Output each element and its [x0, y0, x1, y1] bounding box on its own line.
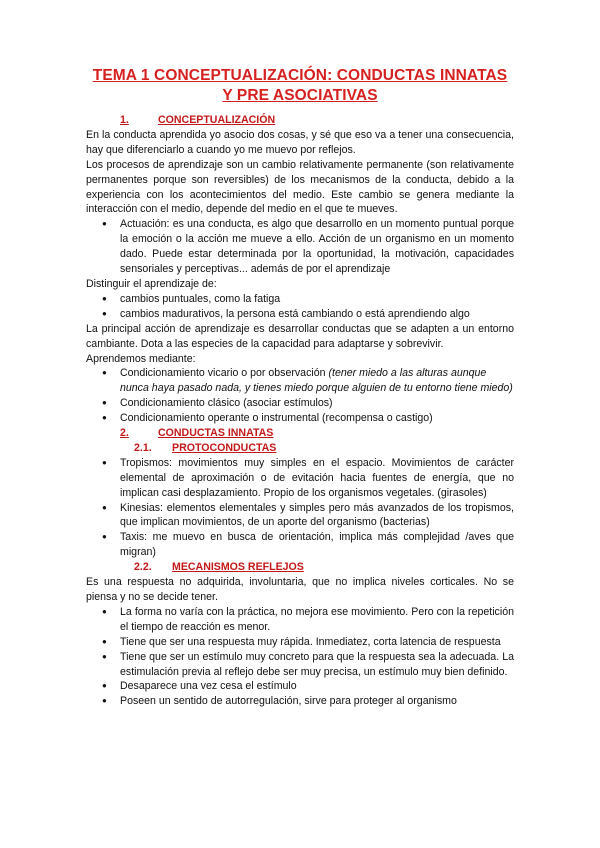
list-item: ● Tropismos: movimientos muy simples en el espacio. Movimientos de carácter elemental de aproximación o de evitación hacia fuentes de energía, que no implican casi desplazamiento. Propio de los organismos vegetales. (girasoles)	[86, 456, 514, 501]
paragraph-principal-accion: La principal acción de aprendizaje es desarrollar conductas que se adapten a un entorno cambiante. Dota a las especies de la capacidad para adaptarse y sobrevivir.	[86, 322, 514, 350]
list-item: ● Condicionamiento operante o instrumental (recompensa o castigo)	[86, 411, 514, 426]
subsection-2-2-heading	[86, 560, 514, 575]
condicionamiento-list	[86, 366, 514, 426]
list-item: ● Tiene que ser una respuesta muy rápida. Inmediatez, corta latencia de respuesta	[86, 635, 514, 650]
subsection-2-2-number: 2.2.	[134, 561, 152, 574]
section-1-number: 1.	[120, 114, 129, 126]
subsection-2-1-number: 2.1.	[134, 441, 152, 454]
section-2-title: CONDUCTAS INNATAS	[158, 427, 274, 440]
section-1-title: CONCEPTUALIZACIÓN	[158, 114, 276, 126]
list-item: ● cambios madurativos, la persona está cambiando o está aprendiendo algo	[86, 307, 514, 322]
list-item: ● cambios puntuales, como la fatiga	[86, 292, 514, 307]
paragraph-distinguir: Distinguir el aprendizaje de:	[86, 277, 217, 290]
document-body	[86, 113, 514, 709]
reflejos-list	[86, 605, 514, 709]
actuacion-list	[86, 217, 514, 277]
subsection-2-1-title: PROTOCONDUCTAS	[172, 441, 277, 454]
list-item: ● Taxis: me muevo en busca de orientación, implica más complejidad /aves que migran)	[86, 530, 514, 560]
distinguir-list	[86, 292, 514, 322]
paragraph-procesos-aprendizaje: Los procesos de aprendizaje son un cambio relativamente permanente (son relativamente permanentes porque son reversibles) de los mecanismos de la conducta, debido a la experiencia con los acontecimientos del medio. Este cambio se genera mediante la interacción con el medio, depende del medio en el que te mueves.	[86, 158, 514, 216]
list-item: ● Desaparece una vez cesa el estímulo	[86, 679, 514, 694]
cond-vicario-text: Condicionamiento vicario o por observación	[120, 367, 326, 380]
subsection-2-2-title: MECANISMOS REFLEJOS	[172, 561, 304, 574]
paragraph-aprendemos: Aprendemos mediante:	[86, 352, 196, 365]
paragraph-reflejos-intro: Es una respuesta no adquirida, involuntaria, que no implica niveles corticales. No se piensa y no se decide tener.	[86, 576, 514, 603]
section-1-heading	[86, 113, 514, 128]
list-item: ● Poseen un sentido de autorregulación, sirve para proteger al organismo	[86, 694, 514, 709]
list-item: ● La forma no varía con la práctica, no mejora ese movimiento. Pero con la repetición el tiempo de reacción es menor.	[86, 605, 514, 635]
list-item: ● Actuación: es una conducta, es algo que desarrollo en un momento puntual porque la emoción o la acción me mueve a ello. Acción de un organismo en un momento dado. Puede estar determinada por la oportunidad, la motivación, capacidades sensoriales y perceptivas... además de por el aprendizaje	[86, 217, 514, 277]
subsection-2-1-heading	[86, 441, 514, 456]
protoconductas-list	[86, 456, 514, 560]
list-item: ● Tiene que ser un estímulo muy concreto para que la respuesta sea la adecuada. La estimulación previa al reflejo debe ser muy precisa, un estímulo muy bien definido.	[86, 650, 514, 680]
section-2-number: 2.	[120, 427, 129, 440]
title-line-1: TEMA 1 CONCEPTUALIZACIÓN: CONDUCTAS INNATAS	[92, 67, 508, 84]
title-line-2: Y PRE ASOCIATIVAS	[222, 87, 378, 104]
list-item: ● Condicionamiento clásico (asociar estímulos)	[86, 396, 514, 411]
cond-vicario-example: (tener miedo a las alturas aunque nunca haya pasado nada, y tienes miedo porque alguien de tu entorno tiene miedo)	[120, 367, 513, 395]
list-item	[86, 366, 514, 396]
section-2-heading	[86, 426, 514, 441]
list-item: ● Kinesias: elementos elementales y simples pero más avanzados de los tropismos, que implican movimientos, de un aporte del organismo (bacterias)	[86, 501, 514, 531]
paragraph-conducta-aprendida: En la conducta aprendida yo asocio dos cosas, y sé que eso va a tener una consecuencia, hay que diferenciarlo a cuando yo me muevo por reflejos.	[86, 128, 514, 156]
document-title	[70, 66, 530, 106]
